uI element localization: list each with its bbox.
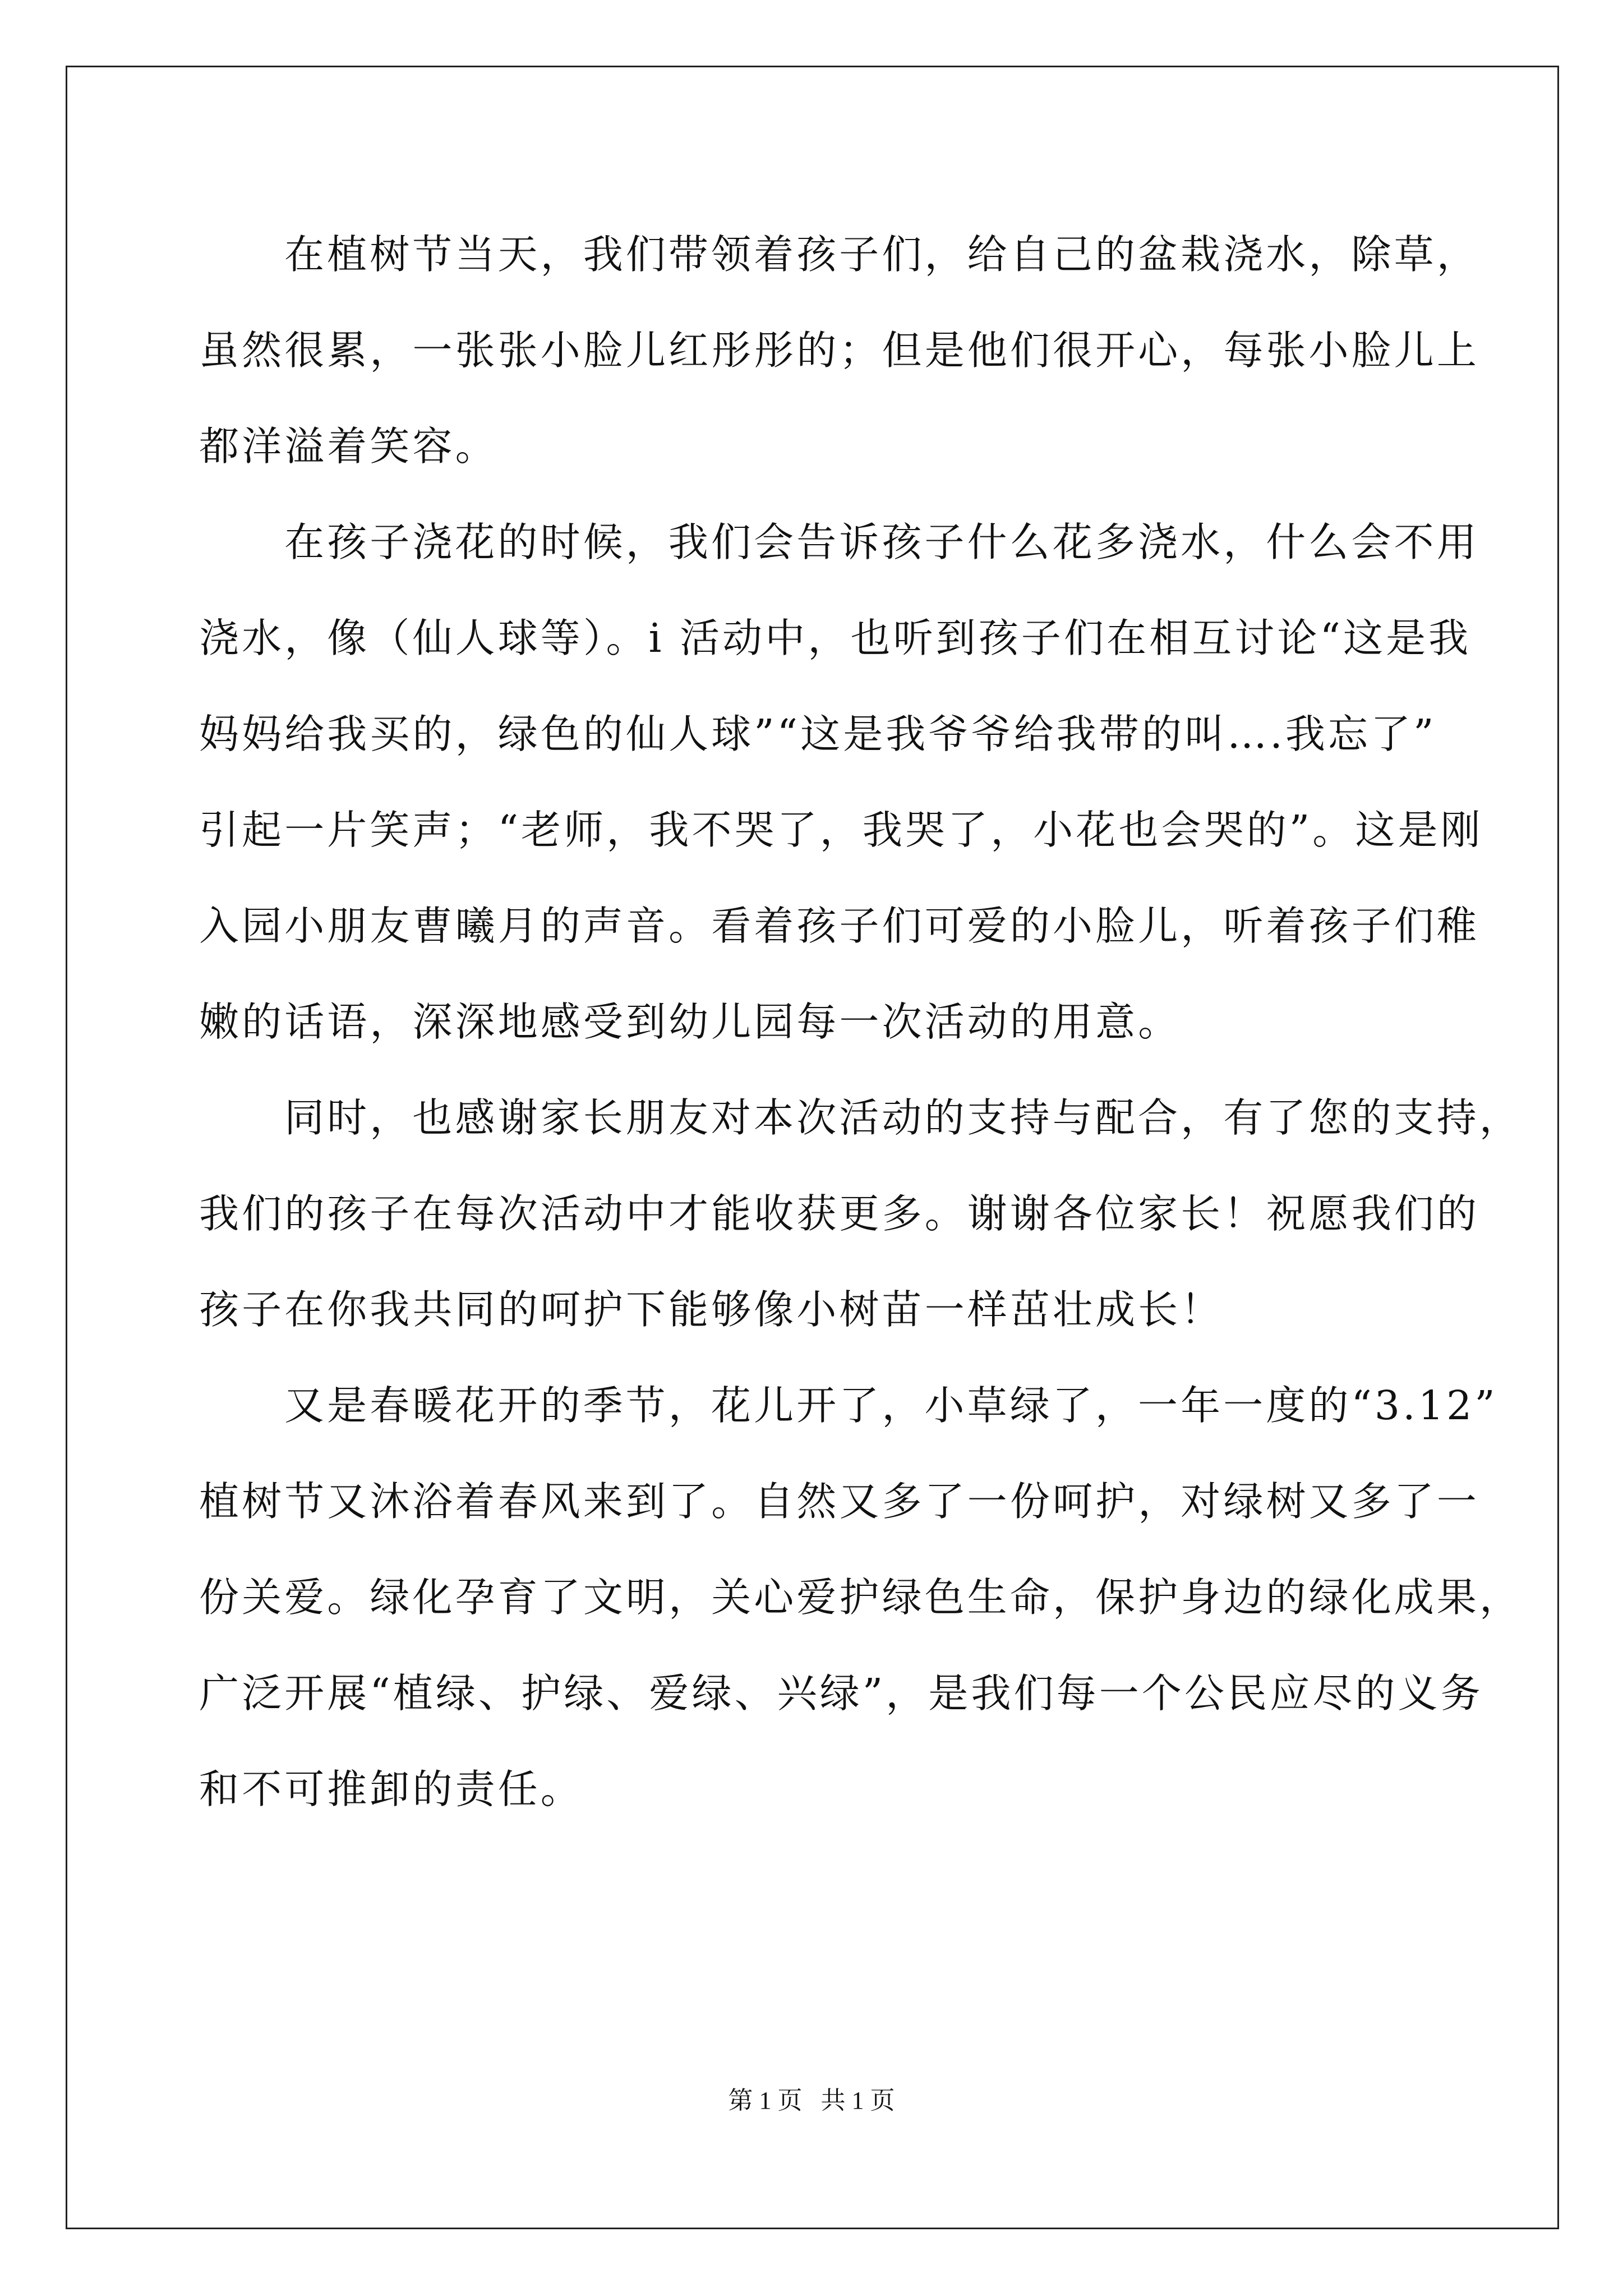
- paragraph-1-line-1: 在植树节当天，我们带领着孩子们，给自己的盆栽浇水，除草，: [284, 231, 1479, 278]
- paragraph-2-line-1: 在孩子浇花的时候，我们会告诉孩子什么花多浇水，什么会不用: [284, 519, 1479, 565]
- paragraph-2-line-3: 妈妈给我买的，绿色的仙人球”“这是我爷爷给我带的叫….我忘了”: [199, 711, 1437, 757]
- document-body: [199, 206, 1523, 1837]
- paragraph-2-line-4: 引起一片笑声；“老师，我不哭了，我哭了，小花也会哭的”。这是刚: [199, 807, 1483, 853]
- paragraph-2-line-5: 入园小朋友曹曦月的声音。看着孩子们可爱的小脸儿，听着孩子们稚: [199, 903, 1480, 949]
- paragraph-3-line-2: 我们的孩子在每次活动中才能收获更多。谢谢各位家长！祝愿我们的: [199, 1190, 1480, 1237]
- paragraph-4-line-5: 和不可推卸的责任。: [199, 1766, 583, 1812]
- paragraph-4-line-2: 植树节又沐浴着春风来到了。自然又多了一份呵护，对绿树又多了一: [199, 1478, 1480, 1525]
- paragraph-4-line-1: 又是春暖花开的季节，花儿开了，小草绿了，一年一度的“3.12”: [284, 1382, 1498, 1429]
- paragraph-1-line-2: 虽然很累，一张张小脸儿红彤彤的；但是他们很开心，每张小脸儿上: [199, 327, 1480, 374]
- paragraph-3-line-1: 同时，也感谢家长朋友对本次活动的支持与配合，有了您的支持，: [284, 1094, 1522, 1141]
- paragraph-3-line-3: 孩子在你我共同的呵护下能够像小树苗一样茁壮成长！: [199, 1286, 1224, 1333]
- paragraph-4-line-4: 广泛开展“植绿、护绿、爱绿、兴绿”，是我们每一个公民应尽的义务: [199, 1670, 1483, 1717]
- paragraph-2-line-6: 嫩的话语，深深地感受到幼儿园每一次活动的用意。: [199, 999, 1181, 1045]
- paragraph-1-line-3: 都洋溢着笑容。: [199, 423, 498, 470]
- page-footer: 第 1 页 共 1 页: [728, 2087, 895, 2114]
- paragraph-4-line-3: 份关爱。绿化孕育了文明，关心爱护绿色生命，保护身边的绿化成果，: [199, 1574, 1523, 1621]
- paragraph-2-line-2: 浇水，像（仙人球等）。i 活动中，也听到孩子们在相互讨论“这是我: [199, 615, 1472, 661]
